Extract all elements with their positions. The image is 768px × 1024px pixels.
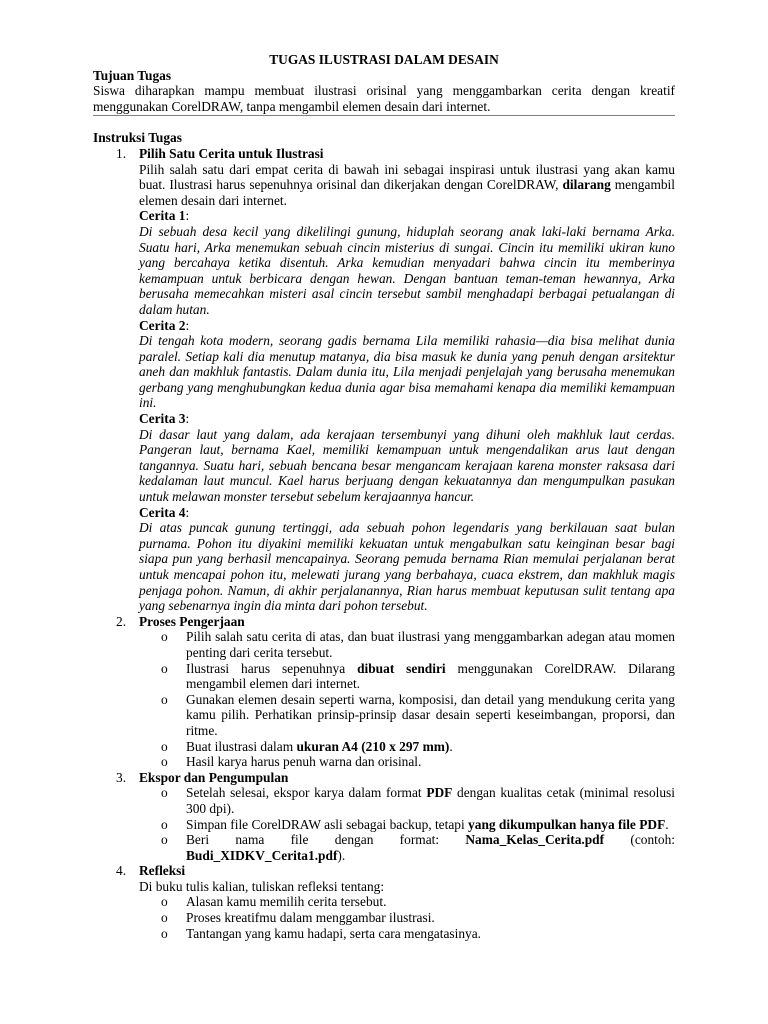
story-text: Di tengah kota modern, seorang gadis bernama Lila memiliki rahasia—dia bisa melihat dunia paralel. Setiap kali dia menutup matanya, dia bisa masuk ke dunia yang penuh dengan arsitektur aneh dan makhluk fantastis. Dalam dunia itu, Lila menjadi penjelajah yang berusaha menemukan gerbang yang menghubungkan kedua dunia agar bisa memahami kenapa dia memiliki kemampuan ini. — [139, 333, 675, 411]
section-intro: Di buku tulis kalian, tuliskan refleksi tentang: — [139, 878, 385, 894]
section-reflection — [93, 863, 675, 941]
story-text: Di atas puncak gunung tertinggi, ada sebuah pohon legendaris yang berkilauan saat bulan purnama. Pohon itu diyakini memiliki kekuatan untuk mengabulkan satu keinginan besar bagi siapa pun yang berhasil mencapainya. Seorang pemuda bernama Rian memulai perjalanan berat untuk mencapai pohon itu, melewati jurang yang berbahaya, cuaca ekstrem, dan makhluk magis penjaga pohon. Namun, di akhir perjalanannya, Rian harus membuat keputusan sulit tentang apa yang sebenarnya ingin dia minta dari pohon tersebut. — [139, 520, 675, 614]
list-item: o Ilustrasi harus sepenuhnya dibuat sendiri menggunakan CorelDRAW. Dilarang mengambil elemen dari internet. — [161, 660, 675, 692]
list-item: o Pilih salah satu cerita di atas, dan buat ilustrasi yang menggambarkan adegan atau momen penting dari cerita tersebut. — [161, 629, 675, 660]
list-item: o Buat ilustrasi dalam ukuran A4 (210 x 297 mm). — [161, 738, 453, 754]
list-item: o Setelah selesai, ekspor karya dalam format PDF dengan kualitas cetak (minimal resolusi 300 dpi). — [161, 785, 675, 816]
list-item-file-naming: o Beri nama file dengan format: Nama_Kelas_Cerita.pdf (contoh: Budi_XIDKV_Cerita1.pdf). — [161, 832, 675, 863]
list-item: o Gunakan elemen desain seperti warna, komposisi, dan detail yang mendukung cerita yang kamu pilih. Perhatikan prinsip-prinsip dasar desain seperti keseimbangan, proporsi, dan ritme. — [161, 691, 675, 738]
section-export-submit — [93, 770, 675, 864]
section-intro: Pilih salah satu dari empat cerita di bawah ini sebagai inspirasi untuk ilustrasi yang akan kamu buat. Ilustrasi harus sepenuhnya orisinal dan dikerjakan dengan CorelDRAW, dilarang mengambil elemen desain dari internet. — [139, 161, 675, 208]
story-label: Cerita 1: — [139, 208, 190, 224]
list-item: o Proses kreatifmu dalam menggambar ilustrasi. — [161, 910, 435, 926]
section-work-process — [93, 614, 675, 770]
list-item: o Simpan file CorelDRAW asli sebagai backup, tetapi yang dikumpulkan hanya file PDF. — [161, 816, 669, 832]
instructions-heading: Instruksi Tugas — [93, 130, 182, 146]
goal-heading: Tujuan Tugas — [93, 67, 172, 83]
list-item: o Hasil karya harus penuh warna dan orisinal. — [161, 754, 422, 770]
story-label: Cerita 2: — [139, 317, 190, 333]
story-block — [139, 505, 675, 614]
list-item: o Alasan kamu memilih cerita tersebut. — [161, 894, 387, 910]
list-item: o Tantangan yang kamu hadapi, serta cara mengatasinya. — [161, 925, 482, 941]
story-label: Cerita 4: — [139, 504, 190, 520]
document-page — [93, 52, 675, 941]
document-title: TUGAS ILUSTRASI DALAM DESAIN — [269, 52, 499, 67]
section-heading: Refleksi — [139, 863, 186, 879]
section-heading: Pilih Satu Cerita untuk Ilustrasi — [139, 145, 324, 161]
story-block — [139, 411, 675, 505]
story-text: Di sebuah desa kecil yang dikelilingi gunung, hiduplah seorang anak laki-laki bernama Arka. Suatu hari, Arka menemukan sebuah cincin misterius di sungai. Cincin itu memiliki ukiran kuno yang bercahaya ketika disentuh. Arka kemudian menyadari bahwa cincin itu memberinya kemampuan untuk berbicara dengan hewan. Dengan bantuan teman-teman hewannya, Arka berusaha memecahkan misteri asal cincin tersebut sambil menghadapi berbagai petualangan di dalam hutan. — [139, 223, 675, 317]
story-text: Di dasar laut yang dalam, ada kerajaan tersembunyi yang dihuni oleh makhluk laut cerdas. Pangeran laut, bernama Kael, memiliki kemampuan untuk mengendalikan arus laut dengan tangannya. Suatu hari, sebuah bencana besar mengancam kerajaan karena monster raksasa dari kedalaman laut muncul. Kael harus berjuang dengan kekuatannya dan mengumpulkan pasukan untuk melawan monster tersebut sebelum kerajaannya hancur. — [139, 426, 675, 505]
section-number: 2. — [116, 613, 127, 629]
story-block — [139, 318, 675, 412]
section-number: 1. — [116, 145, 127, 161]
section-number: 3. — [116, 769, 127, 785]
story-block — [139, 208, 675, 317]
goal-text: Siswa diharapkan mampu membuat ilustrasi orisinal yang menggambarkan cerita dengan kreatif menggunakan CorelDRAW, tanpa mengambil elemen desain dari internet. — [93, 83, 675, 114]
section-choose-story — [93, 146, 675, 614]
section-heading: Proses Pengerjaan — [139, 613, 245, 629]
story-label: Cerita 3: — [139, 411, 190, 427]
section-heading: Ekspor dan Pengumpulan — [139, 769, 289, 785]
section-number: 4. — [116, 863, 127, 879]
